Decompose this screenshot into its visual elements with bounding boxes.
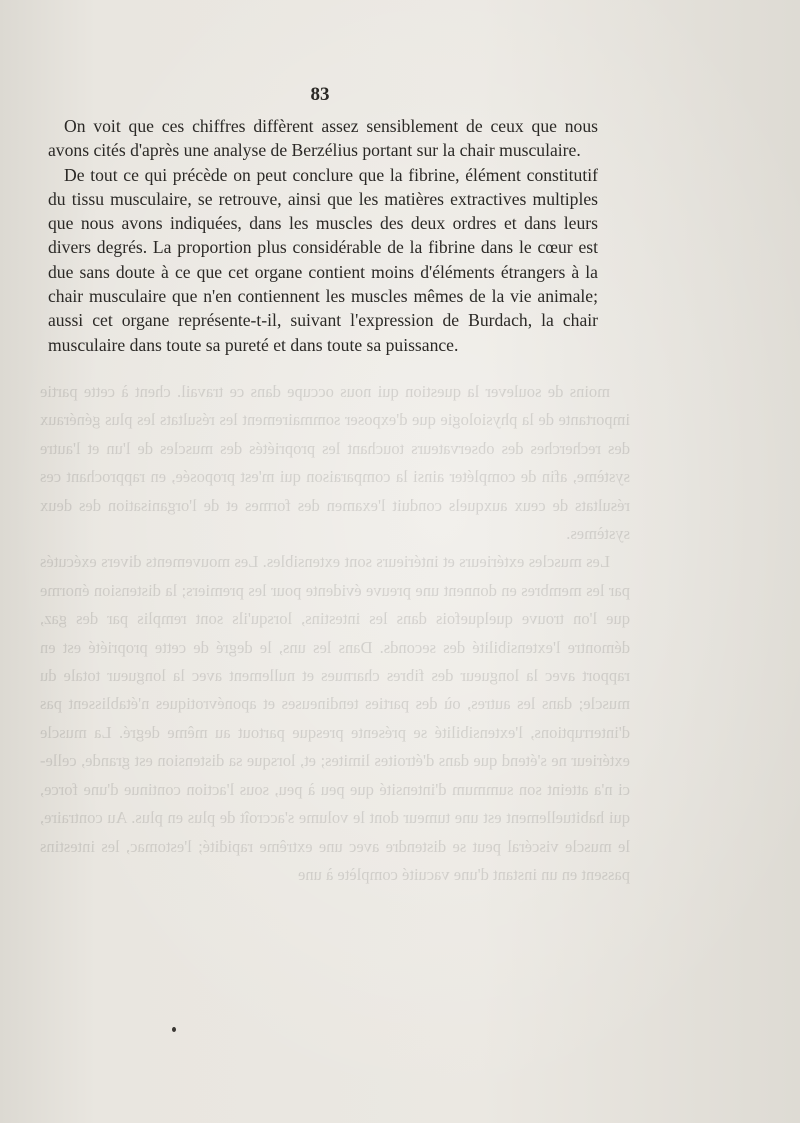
page-number: 83: [310, 84, 330, 105]
paragraph-2: De tout ce qui précède on peut conclure que la fibrine, élément constitutif du tissu musculaire, se retrouve, ainsi que les matières extractives multiples que nous avons indiquées, dans les muscles des deux ordres et dans leurs divers degrés. La proportion plus considérable de la fibrine dans le cœur est due sans doute à ce que cet organe contient moins d'éléments étrangers à la chair musculaire que n'en contiennent les muscles mêmes de la vie animale; aussi cet organe représente-t-il, suivant l'expression de Burdach, la chair musculaire dans toute sa pureté et dans toute sa puissance.: [48, 164, 598, 355]
ink-speck: [172, 1027, 176, 1032]
body-text: [48, 114, 598, 357]
paragraph-1: On voit que ces chiffres diffèrent assez sensiblement de ceux que nous avons cités d'après une analyse de Berzélius portant sur la chair musculaire.: [48, 116, 598, 161]
show-through-texture: moins de soulever la question qui nous occupe dans ce travail. chent à cette partie importante de la physiologie que d'exposer sommairement les résultats les plus généraux des recherches des observateurs touchant les propriétés des muscles de l'un et l'autre système, afin de compléter ainsi la comparaison qui m'est proposée, en rapprochant ces résultats de ceux auxquels conduit l'examen des formes et de l'organisation des deux systèmes. Les muscles extérieurs et intérieurs sont extensibles. Les mouvements divers exécutés par les membres en donnent une preuve évidente pour les premiers; la distension énorme que l'on trouve quelquefois dans les intestins, lorsqu'ils sont remplis par des gaz, démontre l'extensibilité des seconds. Dans les uns, le degré de cette propriété est en rapport avec la longueur des fibres charnues et nullement avec la longueur totale du muscle; dans les autres, où des parties tendineuses et aponévrotiques n'établissent pas d'interruptions, l'extensibilité se présente presque partout au même degré. La muscle extérieur ne s'étend que dans d'étroites limites; et, lorsque sa distension est grande, celle-ci n'a atteint son summum d'intensité que peu à peu, sous l'action continue d'une force, qui habituellement est une tumeur dont le volume s'accroît de plus en plus. Au contraire, le muscle viscéral peut se distendre avec une extrême rapidité; l'estomac, les intestins passent en un instant d'une vacuité complète à une: [40, 382, 630, 884]
